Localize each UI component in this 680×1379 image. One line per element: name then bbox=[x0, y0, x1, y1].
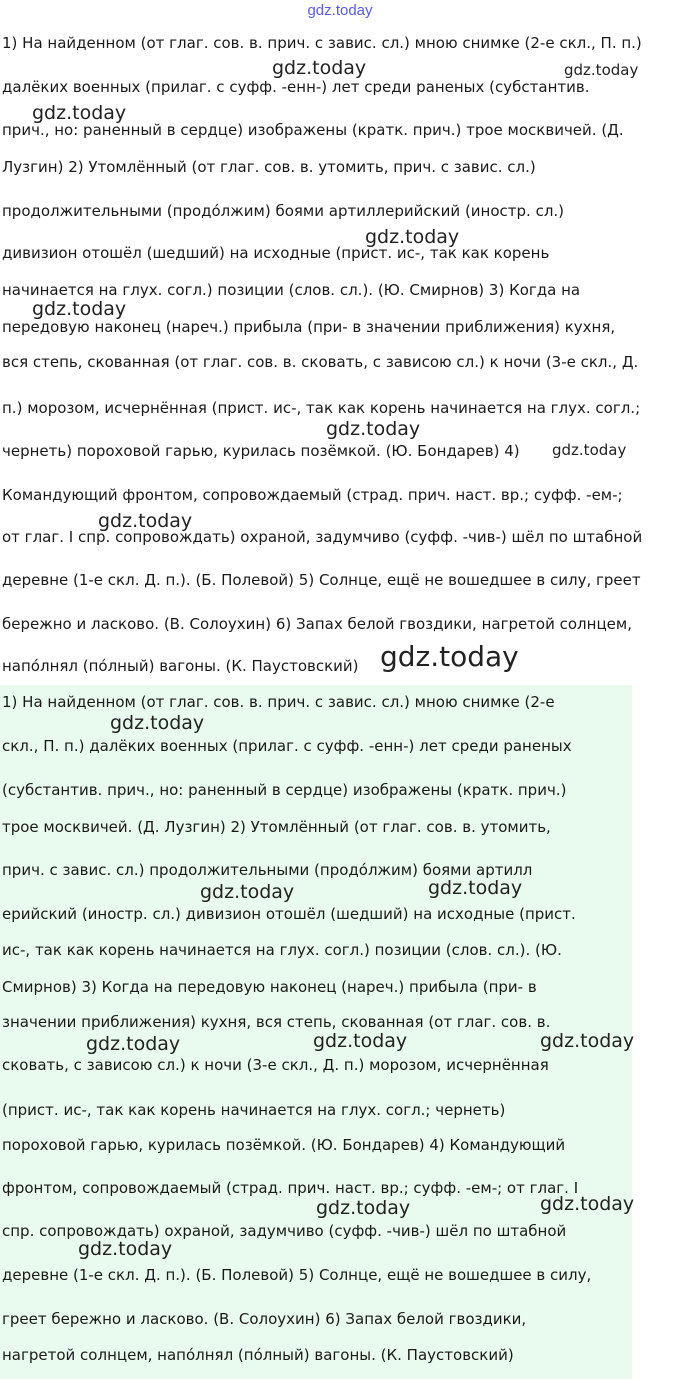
text-line: п.) морозом, исчернённая (прист. ис-, так как корень начинается на глух. согл.; bbox=[2, 399, 641, 417]
text-line: ерийский (иностр. сл.) дивизион отошёл (шедший) на исходные (прист. bbox=[2, 905, 576, 923]
text-line: (прист. ис-, так как корень начинается на глух. согл.; чернеть) bbox=[2, 1101, 506, 1119]
text-line: сковать, с зависою сл.) к ночи (3-е скл., Д. п.) морозом, исчернённая bbox=[2, 1056, 549, 1074]
text-line: ис-, так как корень начинается на глух. согл.) позиции (слов. сл.). (Ю. bbox=[2, 941, 562, 959]
text-line: нагретой солнцем, напо́лнял (по́лный) вагоны. (К. Паустовский) bbox=[2, 1346, 514, 1364]
text-line: трое москвичей. (Д. Лузгин) 2) Утомлённый (от глаг. сов. в. утомить, bbox=[2, 818, 551, 836]
watermark: gdz.today bbox=[428, 877, 523, 899]
text-line: бережно и ласково. (В. Солоухин) 6) Запах белой гвоздики, нагретой солнцем, bbox=[2, 615, 632, 633]
watermark: gdz.today bbox=[272, 57, 367, 79]
text-line: пороховой гарью, курилась позёмкой. (Ю. Бондарев) 4) Командующий bbox=[2, 1136, 566, 1154]
watermark: gdz.today bbox=[32, 102, 127, 124]
text-line: прич. с завис. сл.) продолжительными (продо́лжим) боями артилл bbox=[2, 861, 533, 879]
site-header-logo[interactable]: gdz.today bbox=[307, 2, 373, 19]
text-line: Смирнов) 3) Когда на передовую наконец (нареч.) прибыла (при- в bbox=[2, 978, 537, 996]
text-line: вся степь, скованная (от глаг. сов. в. сковать, с зависою сл.) к ночи (3-е скл., Д. bbox=[2, 353, 639, 371]
watermark: gdz.today bbox=[86, 1033, 181, 1055]
text-line: прич., но: раненный в сердце) изображены (кратк. прич.) трое москвичей. (Д. bbox=[2, 121, 624, 139]
text-line: напо́лнял (по́лный) вагоны. (К. Паустовский) bbox=[2, 657, 359, 675]
text-line: от глаг. I спр. сопровождать) охраной, задумчиво (суфф. -чив-) шёл по штабной bbox=[2, 528, 643, 546]
text-line: 1) На найденном (от глаг. сов. в. прич. с завис. сл.) мною снимке (2-е скл., П. п.) bbox=[2, 34, 642, 52]
text-line: дивизион отошёл (шедший) на исходные (прист. ис-, так как корень bbox=[2, 244, 550, 262]
watermark: gdz.today bbox=[365, 226, 460, 248]
watermark: gdz.today bbox=[78, 1238, 173, 1260]
text-line: (субстантив. прич., но: раненный в сердце) изображены (кратк. прич.) bbox=[2, 781, 567, 799]
watermark: gdz.today bbox=[316, 1197, 411, 1219]
text-line: чернеть) пороховой гарью, курилась позёмкой. (Ю. Бондарев) 4) bbox=[2, 442, 520, 460]
text-line: продолжительными (продо́лжим) боями артиллерийский (иностр. сл.) bbox=[2, 202, 565, 220]
text-block-original bbox=[0, 30, 680, 680]
text-line: 1) На найденном (от глаг. сов. в. прич. с завис. сл.) мною снимке (2-е bbox=[2, 693, 555, 711]
watermark: gdz.today bbox=[552, 441, 627, 459]
watermark: gdz.today bbox=[200, 881, 295, 903]
text-line: начинается на глух. согл.) позиции (слов. сл.). (Ю. Смирнов) 3) Когда на bbox=[2, 281, 581, 299]
watermark: gdz.today bbox=[32, 298, 127, 320]
watermark: gdz.today bbox=[380, 640, 519, 673]
text-line: передовую наконец (нареч.) прибыла (при- в значении приближения) кухня, bbox=[2, 318, 616, 336]
watermark: gdz.today bbox=[540, 1030, 635, 1052]
watermark: gdz.today bbox=[564, 61, 639, 79]
text-line: деревне (1-е скл. Д. п.). (Б. Полевой) 5) Солнце, ещё не вошедшее в силу, греет bbox=[2, 571, 641, 589]
text-line: греет бережно и ласково. (В. Солоухин) 6) Запах белой гвоздики, bbox=[2, 1310, 527, 1328]
watermark: gdz.today bbox=[98, 510, 193, 532]
watermark: gdz.today bbox=[326, 418, 421, 440]
watermark: gdz.today bbox=[540, 1193, 635, 1215]
watermark: gdz.today bbox=[313, 1030, 408, 1052]
text-line: спр. сопровождать) охраной, задумчиво (суфф. -чив-) шёл по штабной bbox=[2, 1222, 567, 1240]
text-line: Командующий фронтом, сопровождаемый (страд. прич. наст. вр.; суфф. -ем-; bbox=[2, 486, 623, 504]
text-line: значении приближения) кухня, вся степь, скованная (от глаг. сов. в. bbox=[2, 1013, 551, 1031]
text-line: деревне (1-е скл. Д. п.). (Б. Полевой) 5) Солнце, ещё не вошедшее в силу, bbox=[2, 1266, 592, 1284]
watermark: gdz.today bbox=[110, 712, 205, 734]
text-line: скл., П. п.) далёких военных (прилаг. с суфф. -енн-) лет среди раненых bbox=[2, 737, 572, 755]
text-line: далёких военных (прилаг. с суфф. -енн-) лет среди раненых (субстантив. bbox=[2, 78, 590, 96]
text-line: Лузгин) 2) Утомлённый (от глаг. сов. в. утомить, прич. с завис. сл.) bbox=[2, 158, 536, 176]
text-line: фронтом, сопровождаемый (страд. прич. наст. вр.; суфф. -ем-; от глаг. I bbox=[2, 1179, 579, 1197]
text-block-answer bbox=[0, 685, 635, 1379]
